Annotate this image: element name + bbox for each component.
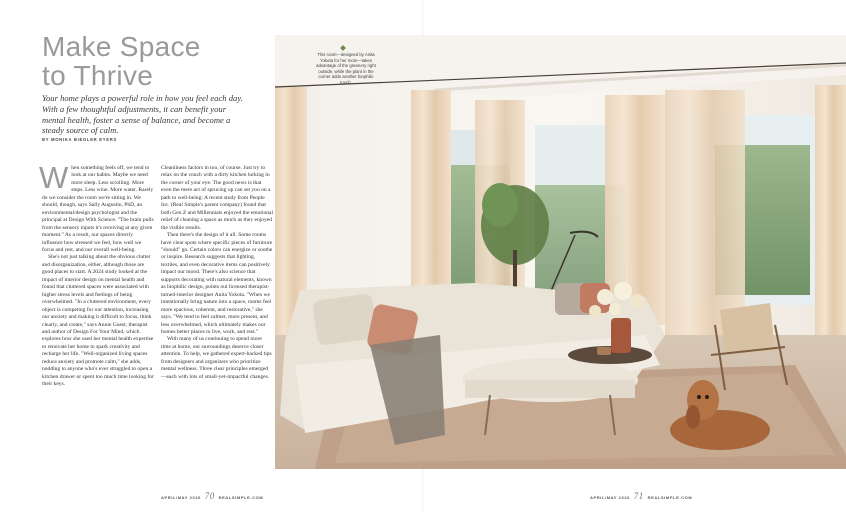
page-number-left: 70	[204, 491, 215, 501]
folio-left	[161, 491, 263, 501]
folio-left-date: APRIL/MAY 2026	[161, 495, 201, 500]
curtain-6	[815, 85, 846, 375]
drop-cap: W	[39, 160, 69, 195]
armchair	[720, 303, 775, 355]
page-number-right: 71	[633, 491, 644, 501]
folio-right-site: REALSIMPLE.COM	[647, 495, 693, 500]
vase	[611, 318, 631, 353]
article-title	[42, 32, 201, 90]
paragraph-3: Cleanliness factors in too, of course. Just try to relax on the couch with a dirty kitchen lurking in the corner of your eye. The good news is that even the mere act of sprucing up can set you on a path to well-being: A recent study from People Inc. (Real Simple's parent company) found that both Gen Z and Millennials enjoyed the emotional relief of cleaning a space as much as they enjoyed the visible results.	[161, 165, 273, 231]
title-line-2: to Thrive	[42, 60, 154, 91]
folio-left-site: REALSIMPLE.COM	[218, 495, 264, 500]
paragraph-5: With many of us continuing to spend more time at home, our surroundings deserve closer attention. To help, we gathered expert-backed tips from designers and organizers who prioritize mental wellness. Three clear principles emerged—each with lots of small-yet-impactful changes.	[161, 336, 272, 380]
photo-caption: This room—designed by Anita Yokota for her mom—takes advantage of the greenery right outside, while the plant in the corner adds another biophilic touch.	[316, 52, 376, 85]
dog-shape	[670, 410, 770, 450]
paragraph-1	[39, 160, 154, 254]
folio-right-date: APRIL/MAY 2026	[590, 495, 630, 500]
folio-right	[590, 491, 692, 501]
article-deck: Your home plays a powerful role in how you feel each day. With a few thoughtful adjustments, it can benefit your mental health, foster a sense of balance, and become a steady source of calm.	[42, 93, 243, 136]
paragraph-1-text: hen something feels off, we tend to look at our habits. Maybe we need more sleep. Less scrolling. More steps. Less wine. More water. Rarely do we consider the room we're sitting in. We should, though, says Sally Augustin, PhD, an environmental/design psychologist and the principal at Design With Science. "The brain pulls from the sensory inputs it's receiving at any given moment." As a result, our spaces directly influence how stressed we feel, how well we focus and rest, and our overall well-being.	[42, 165, 154, 253]
living-room-photo	[275, 35, 846, 469]
byline: BY MONIKA BIEGLER EYERS	[42, 137, 117, 142]
paragraph-4: Then there's the design of it all. Some rooms have clear spots where specific pieces of furniture "should" go. Certain colors can energize or soothe or inspire. Research suggests that lighting, textiles, and even decorative items can positively impact our mood. There's also science that supports decorating with natural elements, known as biophilic design, points out licensed therapist-turned-interior designer Anita Yokota. "When we intentionally bring nature into a space, rooms feel more spacious, coherent, and restorative," she says. "We tend to feel calmer, more present, and less overwhelmed, which ultimately makes our homes better places to live, work, and rest."	[161, 232, 273, 335]
curtain-4	[605, 95, 665, 325]
body-column-2	[161, 165, 273, 381]
paragraph-2: She's not just talking about the obvious clutter and disorganization, either, although those are good places to start. A 2024 study looked at the impact of interior design on mental health and found that cluttered spaces were associated with higher stress levels and feelings of being overwhelmed. "In a cluttered environment, every object is competing for our attention, increasing our anxiety and making it difficult to focus, think clearly, and create," says Annie Guest, therapist and author of Design For Your Mind, which explores how she used her mental health expertise to renovate her home to spark creativity and recharge her life. "Well-organized living spaces reduce anxiety and promote calm," she adds, nodding to anyone who's ever struggled to open a kitchen drawer or spent too much time looking for their keys.	[42, 254, 154, 388]
title-line-1: Make Space	[42, 31, 201, 62]
body-column-1	[39, 160, 154, 389]
